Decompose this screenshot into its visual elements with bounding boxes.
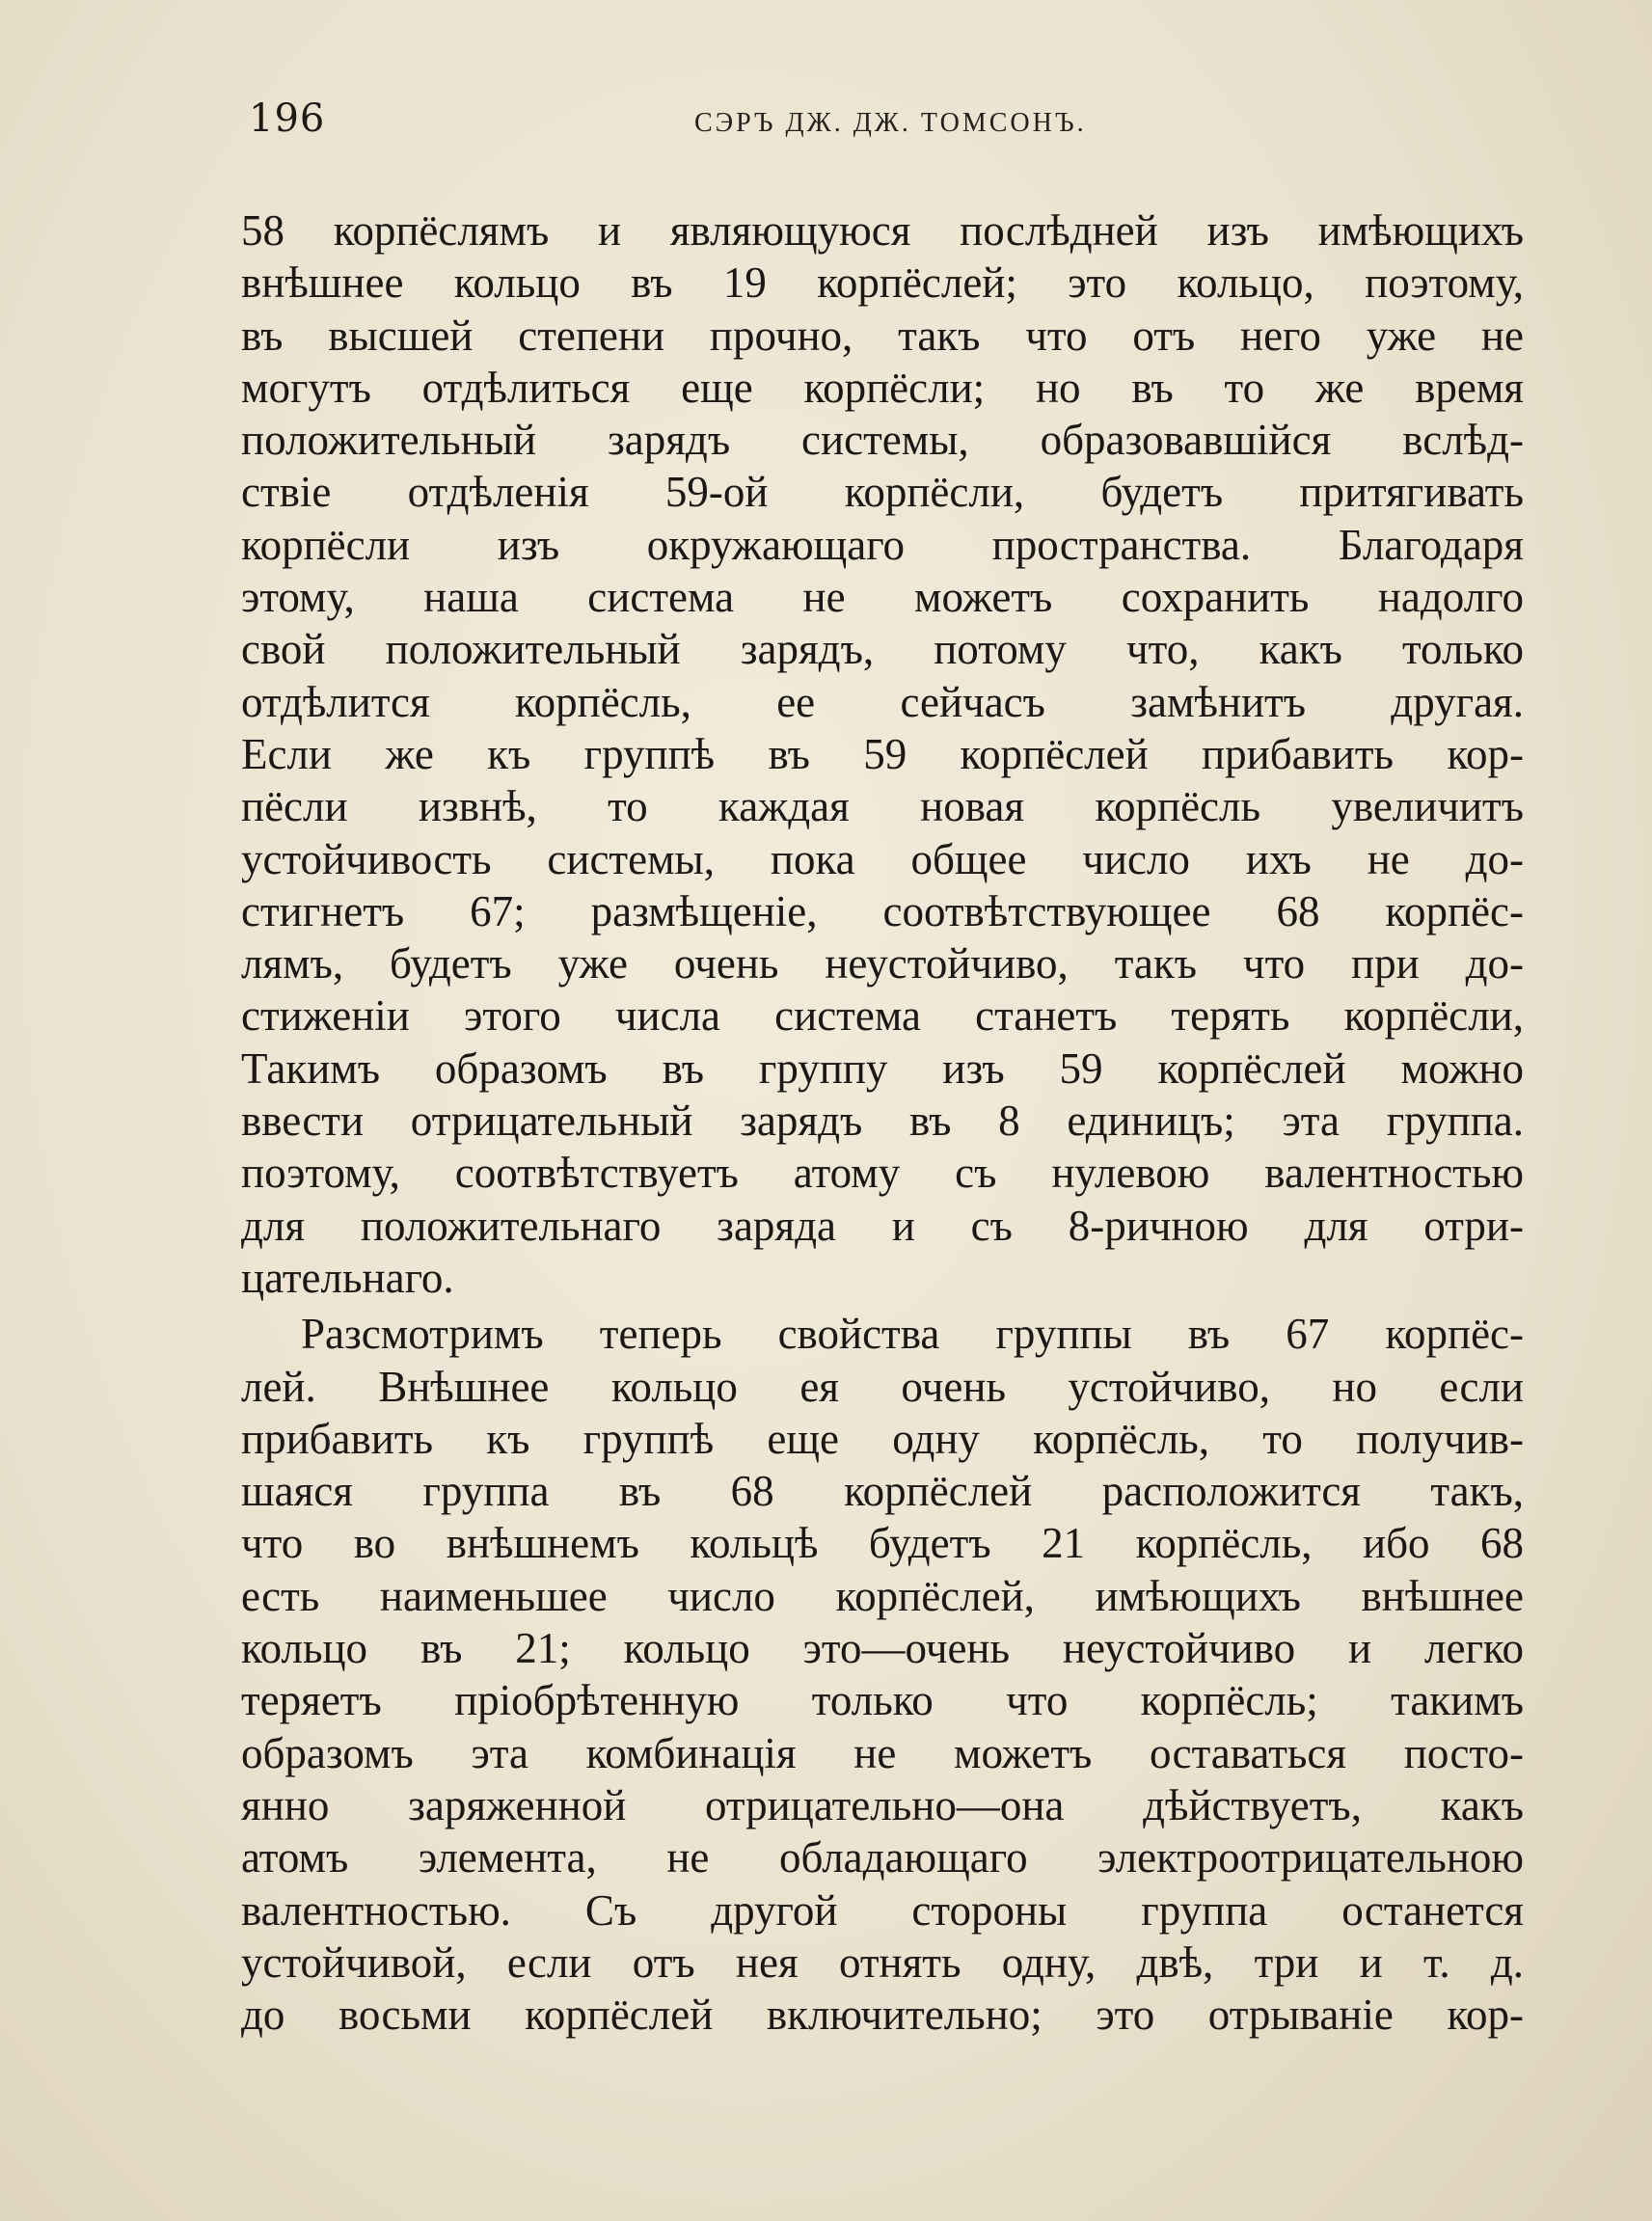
text-line: Если же къ группѣ въ 59 корпёслей прибавить кор- xyxy=(241,729,1524,778)
text-line: шаяся группа въ 68 корпёслей расположится такъ, xyxy=(241,1467,1524,1516)
text-line: стигнетъ 67; размѣщеніе, соотвѣтствующее 68 корпёс- xyxy=(241,886,1524,935)
text-line: пёсли извнѣ, то каждая новая корпёсль увеличитъ xyxy=(241,782,1524,831)
text-line: стиженіи этого числа система станетъ терять корпёсли, xyxy=(241,991,1524,1041)
text-line: внѣшнее кольцо въ 19 корпёслей; это кольцо, поэтому, xyxy=(241,258,1524,308)
text-line: положительный зарядъ системы, образовавшійся вслѣд- xyxy=(241,416,1524,465)
text-line: для положительнаго заряда и съ 8-ричною для отри- xyxy=(241,1201,1524,1250)
text-line: лямъ, будетъ уже очень неустойчиво, такъ что при до- xyxy=(241,939,1524,989)
text-line: ввести отрицательный зарядъ въ 8 единицъ; эта группа. xyxy=(241,1097,1524,1146)
text-line: этому, наша система не можетъ сохранить надолго xyxy=(241,573,1524,622)
text-line: есть наименьшее число корпёслей, имѣющихъ внѣшнее xyxy=(241,1571,1524,1620)
text-line: цательнаго. xyxy=(241,1253,454,1302)
body-text xyxy=(241,204,1524,2041)
text-line: Разсмотримъ теперь свойства группы въ 67 корпёс- xyxy=(301,1310,1524,1359)
paragraph-2 xyxy=(241,1308,1524,2041)
text-line: теряетъ пріобрѣтенную только что корпёсль; такимъ xyxy=(241,1676,1524,1725)
text-line: образомъ эта комбинація не можетъ оставаться посто- xyxy=(241,1728,1524,1777)
text-line: атомъ элемента, не обладающаго электроотрицательною xyxy=(241,1833,1524,1882)
running-head: СЭРЪ ДЖ. ДЖ. ТОМСОНЪ. xyxy=(694,108,1087,138)
text-line: кольцо въ 21; кольцо это—очень неустойчиво и легко xyxy=(241,1624,1524,1673)
text-line: поэтому, соотвѣтствуетъ атому съ нулевою валентностью xyxy=(241,1149,1524,1198)
text-line: лей. Внѣшнее кольцо ея очень устойчиво, но если xyxy=(241,1362,1524,1411)
paragraph-1 xyxy=(241,204,1524,1304)
text-line: янно заряженной отрицательно—она дѣйствуетъ, какъ xyxy=(241,1780,1524,1829)
text-line: въ высшей степени прочно, такъ что отъ него уже не xyxy=(241,311,1524,360)
text-line: устойчивой, если отъ нея отнять одну, двѣ, три и т. д. xyxy=(241,1937,1524,1987)
text-line: отдѣлится корпёсль, ее сейчасъ замѣнитъ другая. xyxy=(241,677,1524,726)
text-line: валентностью. Съ другой стороны группа останется xyxy=(241,1885,1524,1935)
text-line: свой положительный зарядъ, потому что, какъ только xyxy=(241,625,1524,674)
page-number: 196 xyxy=(249,96,326,141)
text-line: могутъ отдѣлиться еще корпёсли; но въ то же время xyxy=(241,363,1524,412)
text-line: до восьми корпёслей включительно; это отрываніе кор- xyxy=(241,1991,1524,2040)
text-line: корпёсли изъ окружающаго пространства. Благодаря xyxy=(241,520,1524,569)
text-line: ствіе отдѣленія 59-ой корпёсли, будетъ притягивать xyxy=(241,468,1524,517)
text-line: прибавить къ группѣ еще одну корпёсль, то получив- xyxy=(241,1414,1524,1463)
text-line: что во внѣшнемъ кольцѣ будетъ 21 корпёсль, ибо 68 xyxy=(241,1519,1524,1568)
text-line: устойчивость системы, пока общее число ихъ не до- xyxy=(241,834,1524,883)
text-line: Такимъ образомъ въ группу изъ 59 корпёслей можно xyxy=(241,1043,1524,1093)
text-line: 58 корпёслямъ и являющуюся послѣдней изъ имѣющихъ xyxy=(241,206,1524,255)
